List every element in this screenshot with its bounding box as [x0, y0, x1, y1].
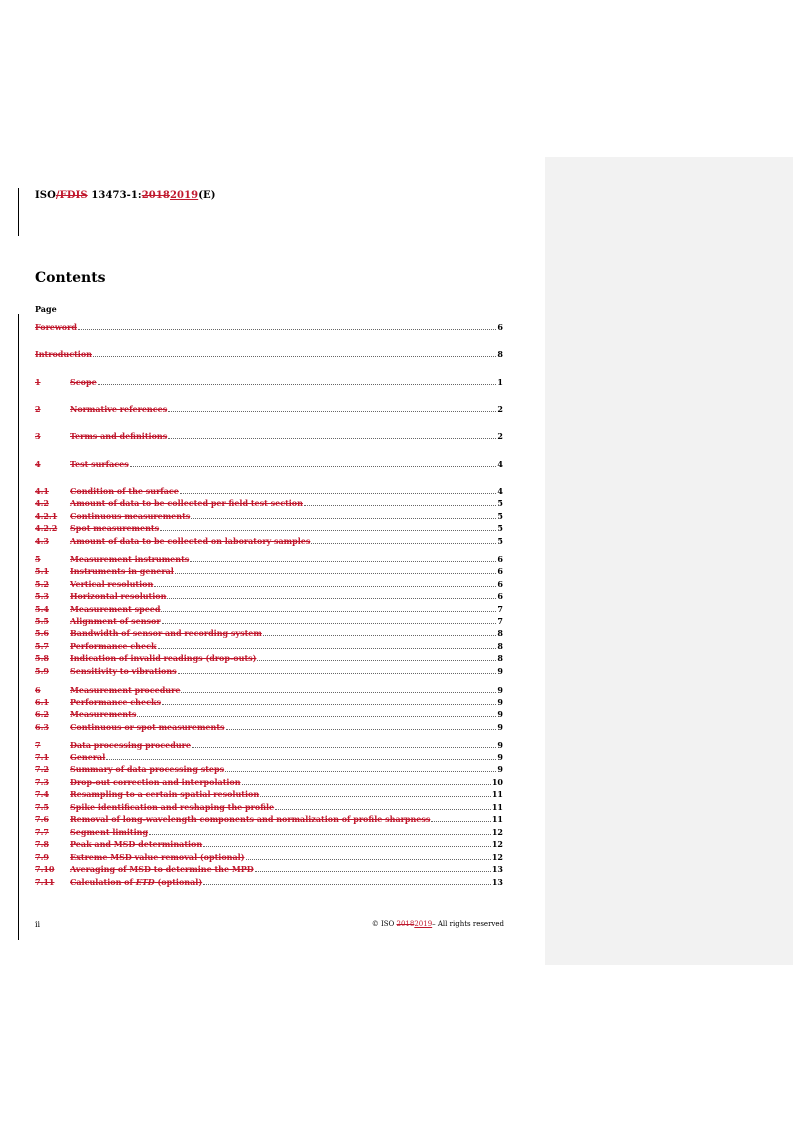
toc-entry[interactable]	[35, 403, 503, 414]
toc-entry-number: 7.9	[35, 852, 49, 862]
toc-leader-dots	[246, 858, 491, 860]
toc-leader-dots	[263, 634, 497, 636]
toc-leader-dots	[180, 492, 497, 494]
toc-entry[interactable]	[35, 665, 503, 676]
toc-entry-page: 2	[497, 431, 503, 441]
toc-entry-number: 6.2	[35, 709, 49, 719]
toc-entry-number: 3	[35, 431, 41, 441]
toc-entry-label: Amount of data to be collected per field test section	[70, 498, 303, 508]
toc-entry-number: 7.2	[35, 764, 49, 774]
toc-entry-page: 12	[491, 827, 503, 837]
toc-entry-page: 1	[497, 377, 503, 387]
toc-entry-label: Foreword	[35, 322, 77, 332]
toc-entry[interactable]	[35, 553, 503, 564]
toc-entry[interactable]	[35, 321, 503, 332]
copyright-suffix: – All rights reserved	[432, 920, 504, 928]
toc-entry-number: 7.3	[35, 777, 49, 787]
toc-leader-dots	[162, 622, 497, 624]
toc-leader-dots	[161, 610, 496, 612]
toc-entry-number: 5.2	[35, 579, 49, 589]
toc-entry-label: Measurement speed	[70, 604, 161, 614]
toc-entry-page: 9	[497, 764, 503, 774]
toc-entry-page: 9	[497, 740, 503, 750]
toc-entry[interactable]	[35, 603, 503, 614]
page-column-label: Page	[35, 304, 57, 314]
toc-entry-page: 6	[497, 554, 503, 564]
toc-leader-dots	[78, 328, 497, 330]
toc-entry-number: 6	[35, 685, 41, 695]
toc-entry[interactable]	[35, 776, 503, 787]
header-year-inserted: 2019	[169, 190, 199, 201]
toc-entry-page: 8	[497, 653, 503, 663]
toc-entry-number: 4.2	[35, 498, 49, 508]
toc-entry[interactable]	[35, 813, 503, 824]
toc-entry-label: Performance check	[70, 641, 157, 651]
toc-leader-dots	[304, 504, 496, 506]
toc-entry-page: 9	[497, 709, 503, 719]
toc-entry-number: 7.6	[35, 814, 49, 824]
toc-entry[interactable]	[35, 348, 503, 359]
toc-entry-number: 1	[35, 377, 41, 387]
toc-entry-number: 7.4	[35, 789, 49, 799]
document-header	[35, 190, 216, 201]
toc-entry-number: 7.10	[35, 864, 55, 874]
toc-entry-number: 7.8	[35, 839, 49, 849]
toc-entry-number: 2	[35, 404, 41, 414]
header-suffix: (E)	[198, 190, 216, 201]
toc-entry[interactable]	[35, 535, 503, 546]
toc-entry-label: General	[70, 752, 106, 762]
toc-entry-label: Indication of invalid readings (drop-outs)	[70, 653, 257, 663]
toc-entry-number: 4.3	[35, 536, 49, 546]
toc-entry-label: Drop-out correction and interpolation	[70, 777, 241, 787]
toc-entry-page: 7	[497, 604, 503, 614]
toc-entry-number: 7	[35, 740, 41, 750]
toc-entry-page: 5	[497, 511, 503, 521]
toc-entry-number: 5.9	[35, 666, 49, 676]
toc-entry-page: 6	[497, 591, 503, 601]
toc-entry-page: 2	[497, 404, 503, 414]
toc-leader-dots	[255, 870, 491, 872]
change-bar-header	[18, 188, 19, 236]
toc-entry-number: 4.2.1	[35, 511, 58, 521]
copyright-year-inserted: 2019	[414, 920, 433, 928]
toc-entry-page: 6	[497, 322, 503, 332]
toc-entry[interactable]	[35, 851, 503, 862]
footer-page-number: ii	[35, 920, 41, 929]
toc-entry-number: 5.7	[35, 641, 49, 651]
toc-entry-page: 5	[497, 536, 503, 546]
toc-entry[interactable]	[35, 708, 503, 719]
header-fdis-deleted: /FDIS	[55, 190, 88, 201]
toc-entry-label: Sensitivity to vibrations	[70, 666, 177, 676]
toc-leader-dots	[257, 659, 496, 661]
toc-entry-number: 4.1	[35, 486, 49, 496]
toc-entry-number: 7.11	[35, 877, 55, 887]
toc-entry[interactable]	[35, 739, 503, 750]
toc-entry[interactable]	[35, 615, 503, 626]
toc-leader-dots	[431, 820, 491, 822]
toc-entry-page: 12	[491, 852, 503, 862]
toc-entry-page: 4	[497, 459, 503, 469]
toc-leader-dots	[260, 795, 491, 797]
toc-entry[interactable]	[35, 876, 503, 887]
toc-entry-page: 7	[497, 616, 503, 626]
toc-entry-label: Condition of the surface	[70, 486, 179, 496]
toc-entry-number: 5.5	[35, 616, 49, 626]
toc-entry[interactable]	[35, 522, 503, 533]
toc-entry-page: 9	[497, 722, 503, 732]
toc-entry-page: 6	[497, 566, 503, 576]
toc-leader-dots	[137, 715, 496, 717]
toc-entry-label: Alignment of sensor	[70, 616, 161, 626]
toc-entry-number: 5	[35, 554, 41, 564]
toc-entry-label: Data processing procedure	[70, 740, 191, 750]
toc-entry-page: 10	[491, 777, 503, 787]
toc-entry-label: Performance checks	[70, 697, 162, 707]
toc-entry-number: 5.4	[35, 604, 49, 614]
toc-leader-dots	[175, 572, 497, 574]
toc-entry-page: 13	[491, 877, 503, 887]
toc-entry[interactable]	[35, 640, 503, 651]
toc-entry[interactable]	[35, 565, 503, 576]
toc-leader-dots	[106, 758, 496, 760]
toc-entry[interactable]	[35, 721, 503, 732]
comment-pane	[545, 157, 793, 965]
toc-entry-number: 6.3	[35, 722, 49, 732]
toc-leader-dots	[178, 672, 497, 674]
toc-entry-label: Spot measurements	[70, 523, 160, 533]
page-title: Contents	[35, 270, 106, 286]
toc-entry-page: 5	[497, 523, 503, 533]
toc-entry-page: 13	[491, 864, 503, 874]
toc-entry[interactable]	[35, 696, 503, 707]
toc-entry-page: 8	[497, 628, 503, 638]
toc-entry-page: 5	[497, 498, 503, 508]
header-iso: ISO	[35, 190, 56, 201]
toc-entry-label: Introduction	[35, 349, 92, 359]
header-year-deleted: 2018	[141, 190, 170, 201]
toc-entry-page: 11	[491, 802, 503, 812]
toc-leader-dots	[154, 585, 496, 587]
toc-entry-number: 7.1	[35, 752, 49, 762]
toc-entry-page: 11	[491, 789, 503, 799]
toc-entry-page: 6	[497, 579, 503, 589]
toc-leader-dots	[311, 542, 496, 544]
toc-entry-label: Normative references	[70, 404, 168, 414]
toc-entry[interactable]	[35, 485, 503, 496]
toc-entry[interactable]	[35, 801, 503, 812]
toc-entry-number: 5.3	[35, 591, 49, 601]
toc-entry-number: 4.2.2	[35, 523, 58, 533]
toc-entry-label: Calculation of ETD (optional)	[70, 877, 203, 887]
toc-entry-page: 8	[497, 641, 503, 651]
toc-leader-dots	[203, 883, 491, 885]
toc-entry-page: 4	[497, 486, 503, 496]
toc-leader-dots	[98, 383, 497, 385]
toc-entry[interactable]	[35, 627, 503, 638]
toc-entry-page: 9	[497, 666, 503, 676]
toc-entry[interactable]	[35, 590, 503, 601]
toc-leader-dots	[275, 808, 491, 810]
change-bar-toc	[18, 314, 19, 940]
toc-entry[interactable]	[35, 826, 503, 837]
toc-entry-page: 9	[497, 697, 503, 707]
copyright-year-deleted: 2018	[396, 920, 415, 928]
toc-entry-label: Measurement procedure	[70, 685, 181, 695]
toc-entry[interactable]	[35, 510, 503, 521]
toc-entry[interactable]	[35, 652, 503, 663]
toc-entry-label: Amount of data to be collected on laboratory samples	[70, 536, 311, 546]
toc-leader-dots	[158, 647, 497, 649]
toc-leader-dots	[225, 770, 496, 772]
toc-entry[interactable]	[35, 458, 503, 469]
toc-entry-label: Extreme MSD value removal (optional)	[70, 852, 245, 862]
toc-entry-label: Segment limiting	[70, 827, 149, 837]
toc-entry-number: 7.7	[35, 827, 49, 837]
toc-entry[interactable]	[35, 763, 503, 774]
copyright-prefix: © ISO	[371, 920, 397, 928]
toc-leader-dots	[226, 728, 497, 730]
toc-entry-number: 5.6	[35, 628, 49, 638]
toc-entry-label: Summary of data processing steps	[70, 764, 225, 774]
toc-entry-number: 7.5	[35, 802, 49, 812]
toc-entry[interactable]	[35, 376, 503, 387]
toc-entry-label: Horizontal resolution	[70, 591, 167, 601]
toc-entry-label: Test surfaces	[70, 459, 129, 469]
toc-entry-number: 5.8	[35, 653, 49, 663]
toc-leader-dots	[191, 517, 496, 519]
toc-entry-label: Measurements	[70, 709, 137, 719]
toc-entry-label: Peak and MSD determination	[70, 839, 203, 849]
toc-entry-label: Instruments in general	[70, 566, 174, 576]
toc-entry-page: 11	[491, 814, 503, 824]
header-number: 13473-1:	[87, 190, 142, 201]
toc-entry[interactable]	[35, 684, 503, 695]
toc-leader-dots	[168, 410, 496, 412]
toc-entry-page: 8	[497, 349, 503, 359]
toc-entry[interactable]	[35, 788, 503, 799]
toc-entry-label: Resampling to a certain spatial resolution	[70, 789, 260, 799]
toc-entry-label: Terms and definitions	[70, 431, 168, 441]
toc-entry-label: Removal of long-wavelength components and normalization of profile sharpness	[70, 814, 431, 824]
toc-leader-dots	[160, 529, 496, 531]
toc-leader-dots	[168, 437, 496, 439]
toc-entry-label: Spike identification and reshaping the profile	[70, 802, 275, 812]
toc-entry-number: 6.1	[35, 697, 49, 707]
toc-entry-page: 12	[491, 839, 503, 849]
toc-leader-dots	[167, 597, 496, 599]
toc-entry-label: Measurement instruments	[70, 554, 190, 564]
toc-entry-label: Vertical resolution	[70, 579, 154, 589]
toc-entry[interactable]	[35, 751, 503, 762]
toc-entry-label: Scope	[70, 377, 97, 387]
toc-leader-dots	[192, 746, 496, 748]
toc-entry-number: 4	[35, 459, 41, 469]
toc-leader-dots	[149, 833, 491, 835]
toc-leader-dots	[181, 691, 496, 693]
toc-entry[interactable]	[35, 838, 503, 849]
toc-entry-label: Averaging of MSD to determine the MPD	[70, 864, 254, 874]
toc-entry[interactable]	[35, 430, 503, 441]
toc-entry[interactable]	[35, 578, 503, 589]
footer-copyright	[300, 920, 504, 928]
toc-leader-dots	[93, 355, 496, 357]
toc-entry-label: Continuous or spot measurements	[70, 722, 225, 732]
toc-entry[interactable]	[35, 863, 503, 874]
toc-leader-dots	[203, 845, 491, 847]
toc-leader-dots	[242, 783, 491, 785]
toc-entry[interactable]	[35, 497, 503, 508]
toc-leader-dots	[190, 560, 496, 562]
toc-entry-label: Continuous measurements	[70, 511, 191, 521]
toc-entry-page: 9	[497, 752, 503, 762]
toc-entry-label: Bandwidth of sensor and recording system	[70, 628, 262, 638]
toc-entry-number: 5.1	[35, 566, 49, 576]
toc-leader-dots	[130, 465, 497, 467]
toc-leader-dots	[162, 703, 496, 705]
toc-entry-page: 9	[497, 685, 503, 695]
